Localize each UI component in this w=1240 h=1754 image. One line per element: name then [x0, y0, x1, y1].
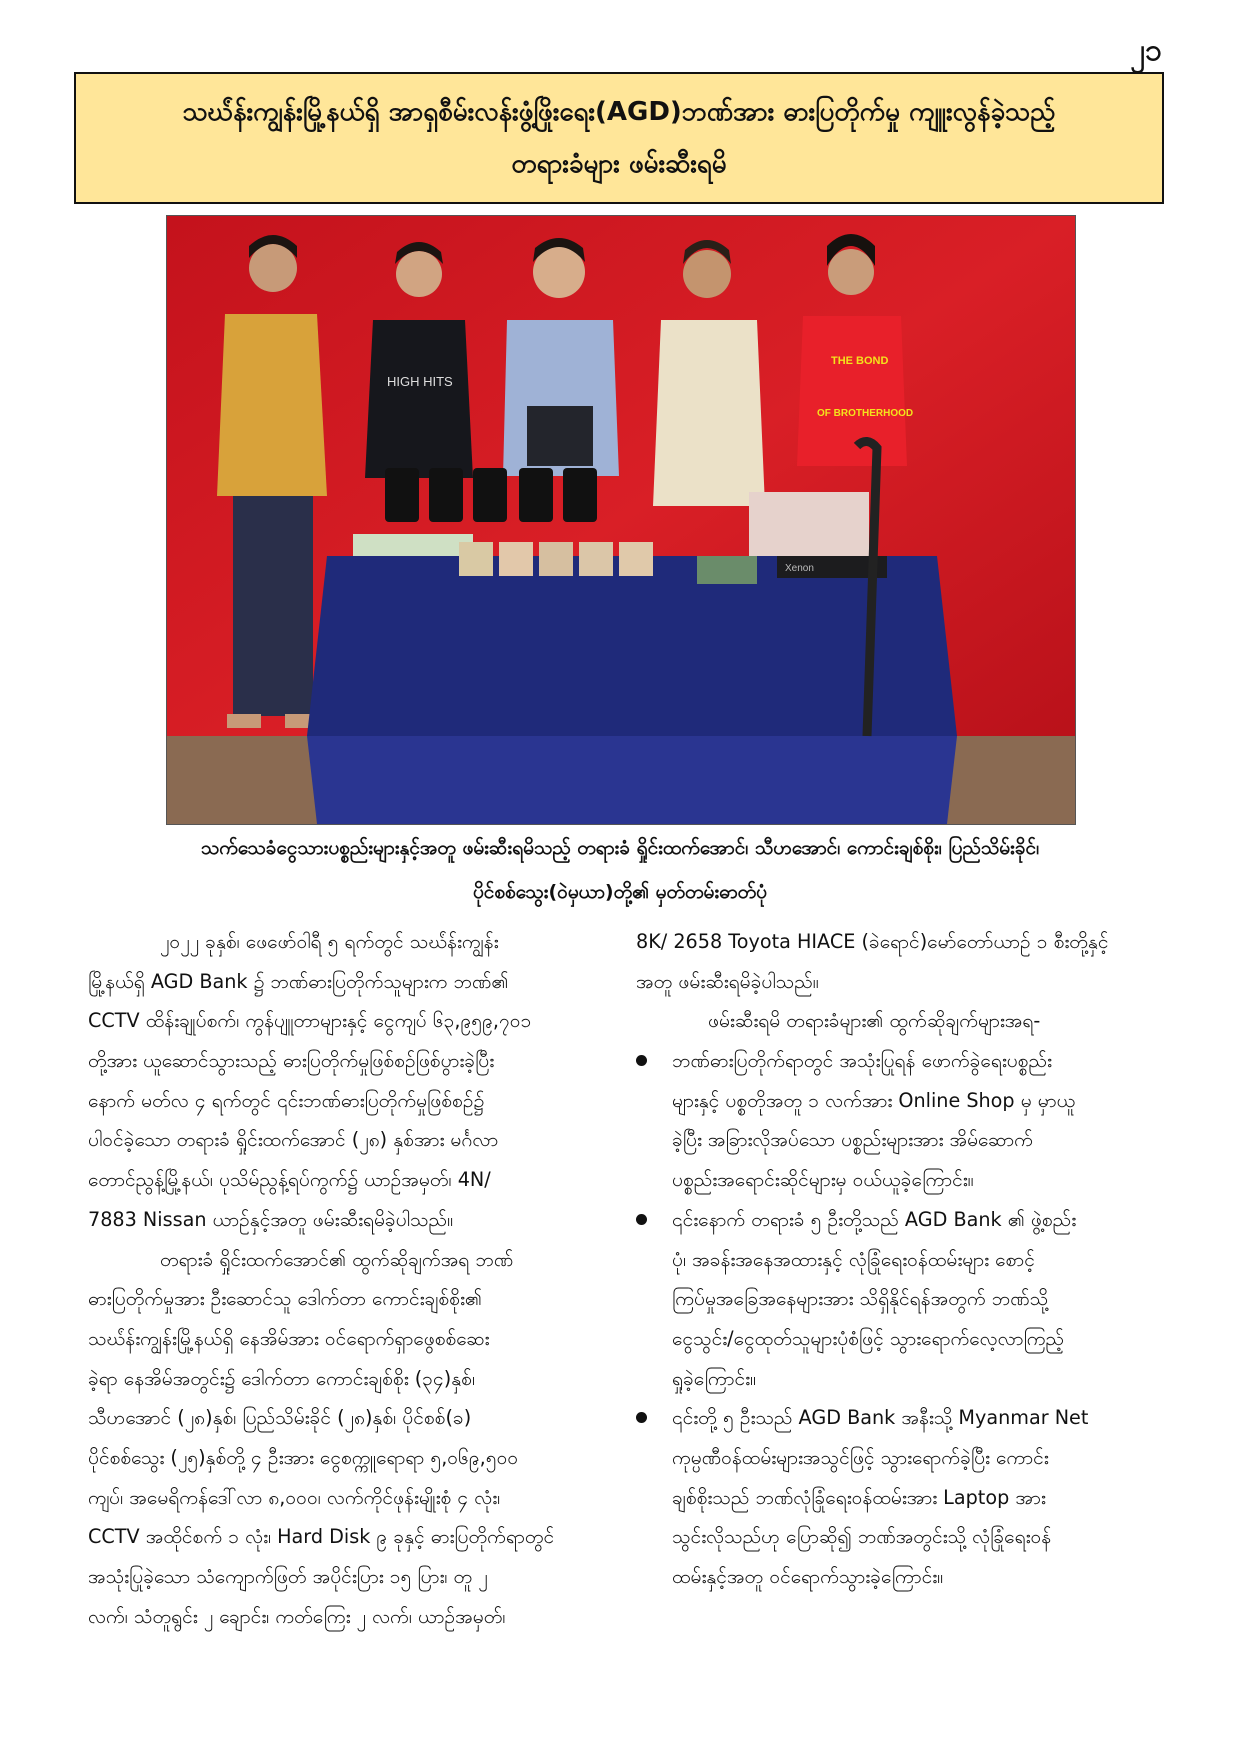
paragraph-line: CCTV ထိန်းချုပ်စက်၊ ကွန်ပျူတာများနှင့် ငွေကျပ် ၆၃,၉၅၉,၇၀၁	[88, 1009, 532, 1033]
headline-box	[74, 72, 1164, 204]
tshirt-text: HIGH HITS	[387, 374, 453, 389]
paragraph-line: 8K/ 2658 Toyota HIACE (ခဲရောင်)မော်တော်ယာဉ် ၁ စီးတို့နှင့်	[636, 930, 1109, 953]
paragraph-line: သီဟအောင် (၂၈)နှစ်၊ ပြည်သိမ်းခိုင် (၂၈)နှစ်၊ ပိုင်စစ်(ခ)	[88, 1406, 472, 1430]
bullet-line: ပုံ၊ အခန်းအနေအထားနှင့် လုံခြုံရေးဝန်ထမ်းများ စောင့်	[672, 1247, 1035, 1271]
paragraph-line: တို့အား ယူဆောင်သွားသည့် ဓားပြတိုက်မှုဖြစ်စဉ်ဖြစ်ပွားခဲ့ပြီး	[88, 1049, 495, 1073]
bullet-dot-icon	[636, 1412, 647, 1423]
paragraph-line: လက်၊ သံတူရွင်း ၂ ချောင်း၊ ကတ်ကြေး ၂ လက်၊ ယာဉ်အမှတ်၊	[88, 1604, 506, 1628]
paragraph-line: ကျပ်၊ အမေရိကန်ဒေါ်လာ ၈,၀၀၀၊ လက်ကိုင်ဖုန်းမျိုးစုံ ၄ လုံး၊	[88, 1485, 501, 1509]
paragraph-line: ပါဝင်ခဲ့သော တရားခံ ရှိုင်းထက်အောင် (၂၈) နှစ်အား မင်္ဂလာ	[88, 1128, 499, 1152]
news-photo-illustration	[167, 216, 1075, 824]
bullet-line: ၎င်းနောက် တရားခံ ၅ ဦးတို့သည် AGD Bank ၏ ဖွဲ့စည်း	[672, 1207, 1077, 1231]
bullet-line: ထမ်းနှင့်အတူ ဝင်ရောက်သွားခဲ့ကြောင်း။	[672, 1565, 943, 1588]
bullet-line: ငွေသွင်း/ငွေထုတ်သူများပုံစံဖြင့် သွားရောက်လေ့လာကြည့်	[672, 1326, 1065, 1350]
headline-line-2: တရားခံများ ဖမ်းဆီးရမိ	[511, 149, 727, 179]
paragraph-line: ခဲ့ရာ နေအိမ်အတွင်း၌ ဒေါက်တာ ကောင်းချစ်စိုး (၃၄)နှစ်၊	[88, 1366, 475, 1390]
shirt-text-1: THE BOND	[831, 355, 889, 367]
bullet-line: ပစ္စည်းအရောင်းဆိုင်များမှ ဝယ်ယူခဲ့ကြောင်း။	[672, 1168, 974, 1192]
caption-line-1: သက်သေခံငွေသားပစ္စည်းများနှင့်အတူ ဖမ်းဆီးရမိသည့် တရားခံ ရှိုင်းထက်အောင်၊ သီဟအောင်၊ ကောင်းချစ်စိုး၊ ပြည်သိမ်းခိုင်၊	[200, 837, 1040, 859]
paragraph-line: ပိုင်စစ်သွေး (၂၅)နှစ်တို့ ၄ ဦးအား ငွေစက္ကူရောရာ ၅,၀၆၉,၅၀၀	[88, 1445, 519, 1469]
headline-line-1: သဃ်ံန်းကျွန်းမြို့နယ်ရှိ အာရှစီမ်းလန်းဖွံ့ဖြိုးရေး(AGD)ဘဏ်အား ဓားပြတိုက်မှု ကျူးလွန်ခဲ့သည့်	[182, 97, 1056, 127]
left-column	[88, 922, 608, 1636]
paragraph-line: CCTV အထိုင်စက် ၁ လုံး၊ Hard Disk ၉ ခုနှင့် ဓားပြတိုက်ရာတွင်	[88, 1525, 555, 1549]
bullet-line: ရှုခဲ့ကြောင်း။	[672, 1366, 756, 1390]
photo-caption	[90, 826, 1150, 914]
bullet-dot-icon	[636, 1055, 647, 1066]
bullet-line: ဘဏ်ဓားပြတိုက်ရာတွင် အသုံးပြုရန် ဖောက်ခွဲရေးပစ္စည်း	[672, 1049, 1052, 1073]
phones	[385, 468, 597, 522]
paragraph-line: ဖမ်းဆီးရမိ တရားခံများ၏ ထွက်ဆိုချက်များအရ-	[708, 1009, 1041, 1033]
bullet-line: ၎င်းတို့ ၅ ဦးသည် AGD Bank အနီးသို့ Myanmar Net	[672, 1406, 1089, 1430]
paragraph-line: အသုံးပြုခဲ့သော သံကျောက်ဖြတ် အပိုင်းပြား ၁၅ ပြား၊ တူ ၂	[88, 1565, 488, 1588]
bullet-item-2	[636, 1200, 1164, 1398]
bullet-line: ချစ်စိုးသည် ဘဏ်လုံခြုံရေးဝန်ထမ်းအား Laptop အား	[672, 1485, 1046, 1509]
bullet-line: ကုမ္ပဏီဝန်ထမ်းများအသွင်ဖြင့် သွားရောက်ခဲ့ပြီး ကောင်း	[672, 1445, 1049, 1469]
right-column	[636, 922, 1164, 1597]
bullet-line: ခဲ့ပြီး အခြားလိုအပ်သော ပစ္စည်းများအား အိမ်ဆောက်	[672, 1128, 1033, 1152]
paragraph-line: တရားခံ ရှိုင်းထက်အောင်၏ ထွက်ဆိုချက်အရ ဘဏ်	[160, 1247, 514, 1271]
bullet-line: ကြပ်မှုအခြေအနေများအား သိရှိနိုင်ရန်အတွက် ဘဏ်သို့	[672, 1287, 1049, 1311]
paragraph-line: ဓားပြတိုက်မှုအား ဦးဆောင်သူ ဒေါက်တာ ကောင်းချစ်စိုး၏	[88, 1287, 482, 1311]
bullet-dot-icon	[636, 1214, 647, 1225]
bullet-line: များနှင့် ပစ္စတိုအတူ ၁ လက်အား Online Shop မှ မှာယူ	[672, 1088, 1076, 1112]
bullet-item-1	[636, 1041, 1164, 1200]
paragraph-line: အတူ ဖမ်းဆီးရမိခဲ့ပါသည်။	[636, 969, 819, 993]
shirt-text-2: OF BROTHERHOOD	[817, 408, 914, 419]
news-photo	[166, 215, 1076, 825]
bullet-line: သွင်းလိုသည်ဟု ပြောဆို၍ ဘဏ်အတွင်းသို့ လုံခြုံရေးဝန်	[672, 1525, 1052, 1549]
caption-line-2: ပိုင်စစ်သွေး(ဝဲမှယာ)တို့၏ မှတ်တမ်းဓာတ်ပုံ	[472, 881, 768, 903]
paragraph-line: နောက် မတ်လ ၄ ရက်တွင် ၎င်းဘဏ်ဓားပြတိုက်မှုဖြစ်စဉ်၌	[88, 1088, 485, 1112]
paragraph-line: ၂၀၂၂ ခုနှစ်၊ ဖေဖော်ဝါရီ ၅ ရက်တွင် သဃ်ံန်းကျွန်း	[160, 930, 499, 953]
paragraph-line: သဃ်ံန်းကျွန်းမြို့နယ်ရှိ နေအိမ်အား ဝင်ရောက်ရှာဖွေစစ်ဆေး	[88, 1326, 490, 1350]
paragraph-line: တောင်ညွန့်မြို့နယ်၊ ပုသိမ်ညွန့်ရပ်ကွက်၌ ယာဉ်အမှတ်၊ 4N/	[88, 1168, 491, 1192]
bullet-item-3	[636, 1398, 1164, 1596]
paragraph-line: မြို့နယ်ရှိ AGD Bank ၌ ဘဏ်ဓားပြတိုက်သူများက ဘဏ်၏	[88, 969, 509, 993]
paragraph-line: 7883 Nissan ယာဉ်နှင့်အတူ ဖမ်းဆီးရမိခဲ့ပါသည်။	[88, 1207, 453, 1231]
page-number: ၂၁	[1130, 33, 1162, 68]
device-label: Xenon	[785, 563, 814, 574]
